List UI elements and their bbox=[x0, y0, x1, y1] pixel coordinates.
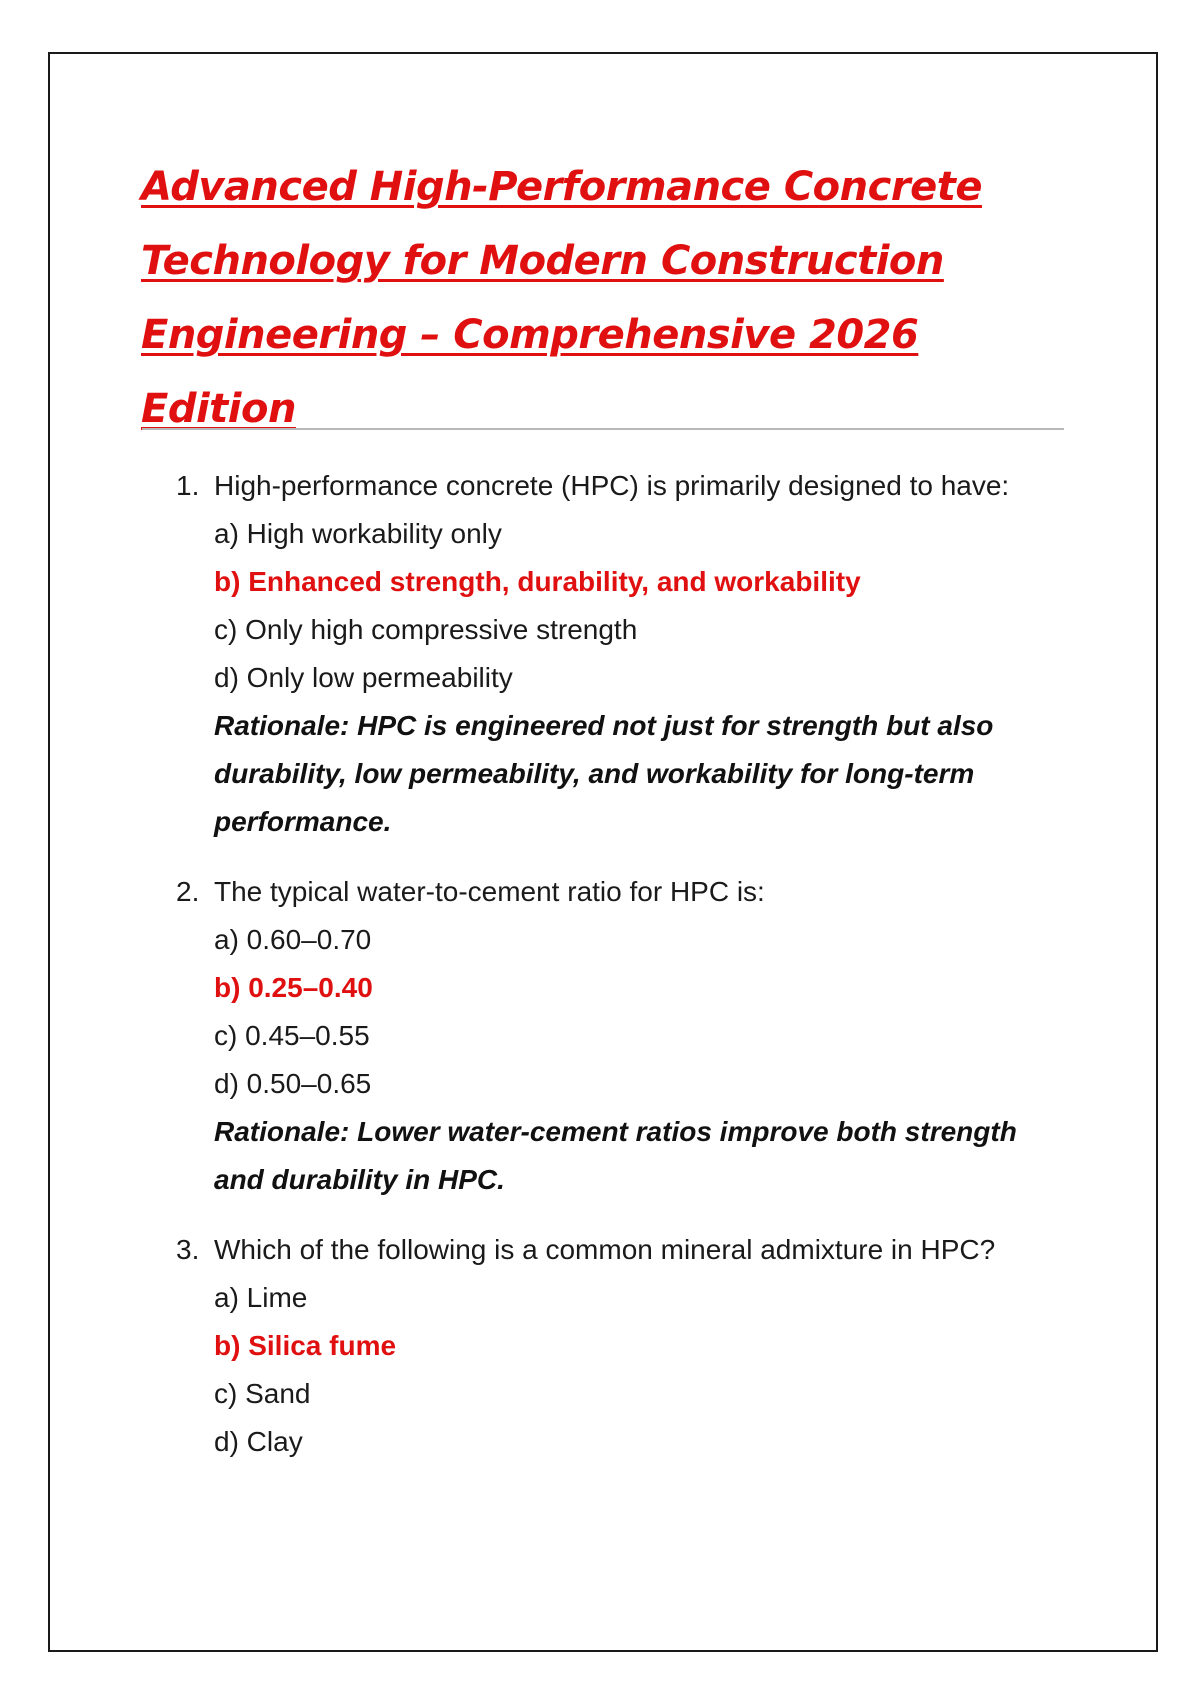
option-d: d) Clay bbox=[214, 1426, 303, 1457]
question-2 bbox=[176, 868, 1056, 1204]
option-d: d) 0.50–0.65 bbox=[214, 1068, 372, 1099]
option-c: c) 0.45–0.55 bbox=[214, 1020, 370, 1051]
document-title: Advanced High-Performance Concrete Technology for Modern Construction Engineering – Comprehensive 2026 Edition bbox=[141, 164, 982, 432]
option-a: a) High workability only bbox=[214, 518, 502, 549]
rationale: Rationale: HPC is engineered not just for strength but also durability, low permeability, and workability for long-term performance. bbox=[214, 710, 994, 837]
rationale: Rationale: Lower water-cement ratios improve both strength and durability in HPC. bbox=[214, 1116, 1017, 1195]
question-number: 2. bbox=[176, 876, 200, 907]
question-3 bbox=[176, 1226, 1056, 1466]
question-list bbox=[176, 462, 1056, 1488]
option-b-correct: b) Enhanced strength, durability, and workability bbox=[214, 566, 861, 597]
option-b-correct: b) 0.25–0.40 bbox=[214, 972, 373, 1003]
option-d: d) Only low permeability bbox=[214, 662, 513, 693]
question-text: The typical water-to-cement ratio for HPC is: bbox=[214, 876, 765, 907]
title-divider bbox=[142, 428, 1064, 430]
question-1 bbox=[176, 462, 1056, 846]
option-c: c) Only high compressive strength bbox=[214, 614, 638, 645]
option-a: a) 0.60–0.70 bbox=[214, 924, 372, 955]
question-number: 3. bbox=[176, 1234, 200, 1265]
question-text: Which of the following is a common mineral admixture in HPC? bbox=[214, 1234, 996, 1265]
option-c: c) Sand bbox=[214, 1378, 311, 1409]
option-b-correct: b) Silica fume bbox=[214, 1330, 397, 1361]
question-text: High-performance concrete (HPC) is primarily designed to have: bbox=[214, 470, 1010, 501]
question-number: 1. bbox=[176, 470, 200, 501]
option-a: a) Lime bbox=[214, 1282, 308, 1313]
